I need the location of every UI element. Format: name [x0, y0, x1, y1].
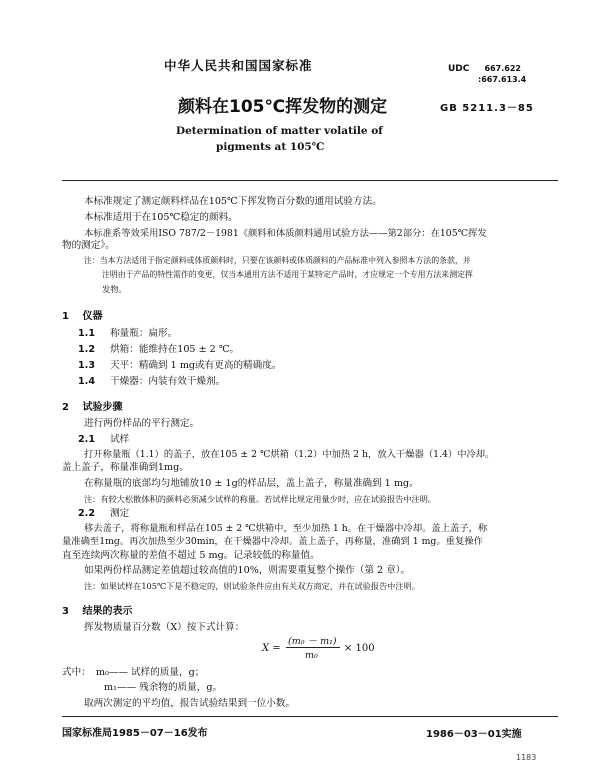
section-1-heading [62, 307, 102, 322]
section-1-item [78, 375, 225, 388]
sample-note: 注：有较大松散体积的颜料必须减少试样的称量。若试样比规定用量少时，应在试验报告中注明。 [84, 494, 437, 504]
subsection-title: 测定 [110, 508, 130, 519]
where-prefix: 式中： [62, 667, 91, 678]
formula-denominator: m₀ [305, 650, 318, 661]
item-text: 天平：精确到 1 mg或有更高的精确度。 [110, 360, 282, 371]
item-text: 称量瓶：扁形。 [110, 328, 178, 339]
formula-numerator: (m₀ － m₁) [288, 636, 337, 647]
where-definition-2: m₁—— 残余物的质量，g。 [104, 682, 223, 693]
section-1-item [78, 359, 281, 372]
subsection-2-1-heading [78, 433, 129, 446]
document-title-en-line2: pigments at 105℃ [216, 141, 325, 153]
document-title-en-line1: Determination of matter volatile of [176, 125, 383, 137]
section-1-item [78, 327, 177, 340]
intro-note-line2: 注明由于产品的特性需作的变更，仅当本通用方法不适用于某特定产品时，才应规定一个专用方法来测定挥 [102, 270, 473, 279]
item-number: 1.1 [78, 328, 95, 339]
sample-paragraph-1-line1: 打开称量瓶（1.1）的盖子，放在105 ± 2 ℃烘箱（1.2）中加热 2 h，放入干燥器（1.4）中冷却。 [84, 449, 495, 460]
subsection-title: 试样 [110, 434, 130, 445]
intro-note-line3: 发物。 [102, 284, 127, 294]
subsection-number: 2.1 [78, 434, 95, 445]
determination-paragraph-line1: 移去盖子，将称量瓶和样品在105 ± 2 ℃烘箱中，至少加热 1 h。在干燥器中冷却。盖上盖子，称 [84, 523, 488, 534]
section-1-title: 仪器 [82, 311, 103, 322]
formula-rhs: × 100 [344, 643, 375, 654]
udc-code-2: :667.613.4 [478, 75, 527, 84]
intro-note-line1: 注：当本方法适用于指定颜料或体质颜料时，只要在该颜料或体质颜料的产品标准中列入参照本方法的条款，并 [84, 256, 471, 265]
section-3-heading [62, 602, 132, 617]
determination-paragraph-line2: 量准确至1mg。再次加热至少30min，在干燥器中冷却。盖上盖子，再称量，准确到 1 mg。重复操作 [62, 536, 483, 547]
item-text: 干燥器：内装有效干燥剂。 [110, 376, 226, 387]
item-number: 1.4 [78, 376, 95, 387]
item-number: 1.2 [78, 344, 95, 355]
section-2-heading [62, 398, 122, 413]
section-1-number: 1 [62, 311, 69, 322]
section-2-intro: 进行两份样品的平行测定。 [84, 418, 200, 429]
result-intro: 挥发物质量百分数（X）按下式计算： [84, 622, 245, 633]
formula-lhs: X = [262, 643, 281, 654]
intro-paragraph-3-line1: 本标准系等效采用ISO 787/2－1981《颜料和体质颜料通用试验方法——第2部分：在105℃挥发 [84, 228, 487, 239]
header-divider [62, 180, 558, 181]
item-text: 烘箱：能维持在105 ± 2 ℃。 [110, 344, 240, 355]
udc-label: UDC [448, 64, 470, 74]
determination-paragraph-line3: 直至连续两次称量的差值不超过 5 mg。记录较低的称量值。 [62, 550, 320, 561]
repeat-paragraph: 如果两份样品测定差值超过较高值的10%，则需要重复整个操作（第 2 章）。 [84, 565, 411, 576]
formula-fraction-bar [286, 647, 340, 648]
determination-note: 注：如果试样在105℃下是不稳定的，则试验条件应由有关双方商定，并在试验报告中注明。 [84, 581, 420, 591]
sample-paragraph-1-line2: 盖上盖子，称量准确到1mg。 [62, 462, 189, 473]
item-number: 1.3 [78, 360, 95, 371]
intro-paragraph-1: 本标准规定了测定颜料样品在105℃下挥发物百分数的通用试验方法。 [84, 196, 382, 207]
udc-block [448, 64, 521, 74]
issuer-line: 国家标准局1985－07－16发布 [62, 728, 208, 739]
section-1-item [78, 343, 239, 356]
intro-paragraph-3-line2: 物的测定》。 [62, 240, 115, 251]
effective-date: 1986－03－01实施 [426, 729, 522, 740]
section-2-number: 2 [62, 402, 69, 413]
subsection-number: 2.2 [78, 508, 95, 519]
footer-divider [62, 716, 558, 717]
sample-paragraph-2: 在称量瓶的底部均匀地铺放10 ± 1g的样品层，盖上盖子，称量准确到 1 mg。 [84, 478, 419, 489]
where-line-1 [62, 666, 204, 679]
intro-paragraph-2: 本标准适用于在105℃稳定的颜料。 [84, 212, 238, 223]
document-title-cn: 颜料在105℃挥发物的测定 [178, 97, 388, 117]
udc-code-1: 667.622 [484, 64, 521, 73]
where-definition-1: m₀—— 试样的质量，g； [95, 667, 205, 678]
country-standard-heading: 中华人民共和国国家标准 [164, 58, 313, 73]
gb-standard-number: GB 5211.3－85 [440, 103, 534, 114]
section-2-title: 试验步骤 [82, 402, 123, 413]
result-reporting: 取两次测定的平均值，报告试验结果到一位小数。 [84, 698, 296, 709]
page-number: 1183 [516, 753, 537, 762]
section-3-title: 结果的表示 [82, 606, 133, 617]
subsection-2-2-heading [78, 507, 129, 520]
section-3-number: 3 [62, 606, 69, 617]
